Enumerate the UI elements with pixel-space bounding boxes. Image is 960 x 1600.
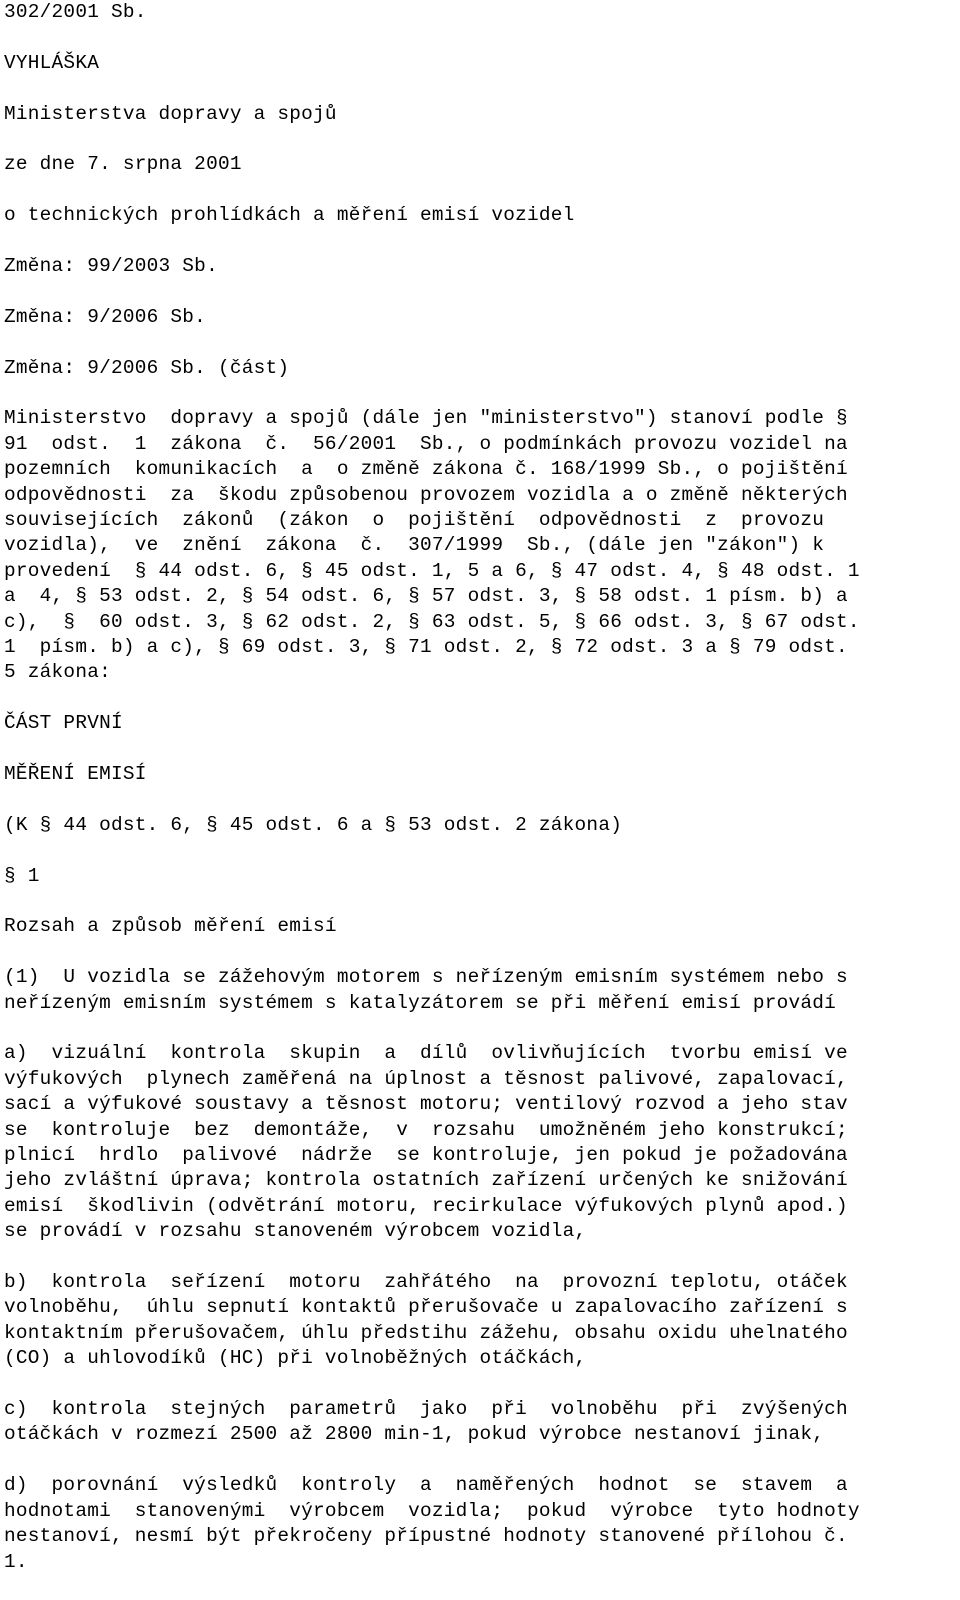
amendment [4,356,958,381]
preamble-line: odpovědnosti za škodu způsobenou provozem vozidla a o změně některých [4,483,848,506]
item-line: jeho zvláštní úprava; kontrola ostatních zařízení určených ke snižování [4,1169,848,1192]
item-line: 1. [4,1550,28,1573]
document-issuer-text: Ministerstva dopravy a spojů [4,102,337,125]
item-b [4,1270,958,1372]
document-date-text: ze dne 7. srpna 2001 [4,153,242,176]
amendment [4,254,958,279]
item-line: otáčkách v rozmezí 2500 až 2800 min-1, pokud výrobce nestanoví jinak, [4,1423,825,1446]
amendment-text: Změna: 9/2006 Sb. [4,305,207,328]
document-type-text: VYHLÁŠKA [4,51,100,74]
preamble-line: provedení § 44 odst. 6, § 45 odst. 1, 5 a 6, § 47 odst. 4, § 48 odst. 1 [4,559,860,582]
item-line: d) porovnání výsledků kontroly a naměřených hodnot se stavem a [4,1474,848,1497]
document-issuer [4,102,958,127]
item-c [4,1397,958,1448]
section-title [4,914,958,939]
preamble [4,406,958,685]
document-title [4,203,958,228]
part-reference [4,813,958,838]
document-date [4,152,958,177]
item-line: se provádí v rozsahu stanoveném výrobcem vozidla, [4,1220,587,1243]
item-line: nestanoví, nesmí být překročeny přípustné hodnoty stanovené přílohou č. [4,1525,848,1548]
part-title [4,762,958,787]
preamble-line: souvisejících zákonů (zákon o pojištění odpovědnosti z provozu [4,509,825,531]
section-number-text: § 1 [4,864,40,887]
item-line: se kontroluje bez demontáže, v rozsahu umožněném jeho konstrukcí; [4,1118,848,1141]
amendment-text: Změna: 99/2003 Sb. [4,254,218,277]
preamble-line: vozidla), ve znění zákona č. 307/1999 Sb., (dále jen "zákon") k [4,534,825,557]
part-title-text: MĚŘENÍ EMISÍ [4,763,147,786]
preamble-line: 91 odst. 1 zákona č. 56/2001 Sb., o podmínkách provozu vozidel na [4,432,848,455]
document-number [4,0,958,25]
section-number [4,864,958,889]
preamble-line: pozemních komunikacích a o změně zákona č. 168/1999 Sb., o pojištění [4,458,848,481]
item-line: emisí škodlivin (odvětrání motoru, recirkulace výfukových plynů apod.) [4,1194,848,1217]
item-line: hodnotami stanovenými výrobcem vozidla; pokud výrobce tyto hodnoty [4,1499,860,1522]
amendment [4,305,958,330]
item-line: sací a výfukové soustavy a těsnost motoru; ventilový rozvod a jeho stav [4,1093,848,1116]
document-type [4,51,958,76]
item-line: c) kontrola stejných parametrů jako při volnoběhu při zvýšených [4,1398,848,1421]
preamble-line: c), § 60 odst. 3, § 62 odst. 2, § 63 odst. 5, § 66 odst. 3, § 67 odst. [4,610,860,633]
item-line: a) vizuální kontrola skupin a dílů ovlivňujících tvorbu emisí ve [4,1042,848,1065]
part-heading-text: ČÁST PRVNÍ [4,712,123,735]
preamble-line: 5 zákona: [4,661,111,684]
amendment-text: Změna: 9/2006 Sb. (část) [4,356,290,379]
preamble-line: Ministerstvo dopravy a spojů (dále jen "ministerstvo") stanoví podle § [4,407,848,430]
item-line: výfukových plynech zaměřená na úplnost a těsnost palivové, zapalovací, [4,1067,848,1090]
part-heading [4,711,958,736]
item-a [4,1041,958,1244]
document-page [4,0,958,1600]
paragraph-line: (1) U vozidla se zážehovým motorem s neřízeným emisním systémem nebo s [4,966,848,989]
item-line: volnoběhu, úhlu sepnutí kontaktů přerušovače u zapalovacího zařízení s [4,1296,848,1319]
item-line: b) kontrola seřízení motoru zahřátého na provozní teplotu, otáček [4,1271,848,1294]
section-title-text: Rozsah a způsob měření emisí [4,915,337,938]
preamble-line: 1 písm. b) a c), § 69 odst. 3, § 71 odst. 2, § 72 odst. 3 a § 79 odst. [4,636,848,659]
paragraph-1 [4,965,958,1016]
document-number-text: 302/2001 Sb. [4,1,147,23]
item-line: plnicí hrdlo palivové nádrže se kontroluje, jen pokud je požadována [4,1144,848,1167]
paragraph-line: neřízeným emisním systémem s katalyzátorem se při měření emisí provádí [4,991,837,1014]
item-line: kontaktním přerušovačem, úhlu předstihu zážehu, obsahu oxidu uhelnatého [4,1321,848,1344]
item-d [4,1473,958,1575]
part-reference-text: (K § 44 odst. 6, § 45 odst. 6 a § 53 odst. 2 zákona) [4,813,623,836]
preamble-line: a 4, § 53 odst. 2, § 54 odst. 6, § 57 odst. 3, § 58 odst. 1 písm. b) a [4,585,848,608]
document-title-text: o technických prohlídkách a měření emisí vozidel [4,204,575,227]
item-line: (CO) a uhlovodíků (HC) při volnoběžných otáčkách, [4,1347,587,1370]
